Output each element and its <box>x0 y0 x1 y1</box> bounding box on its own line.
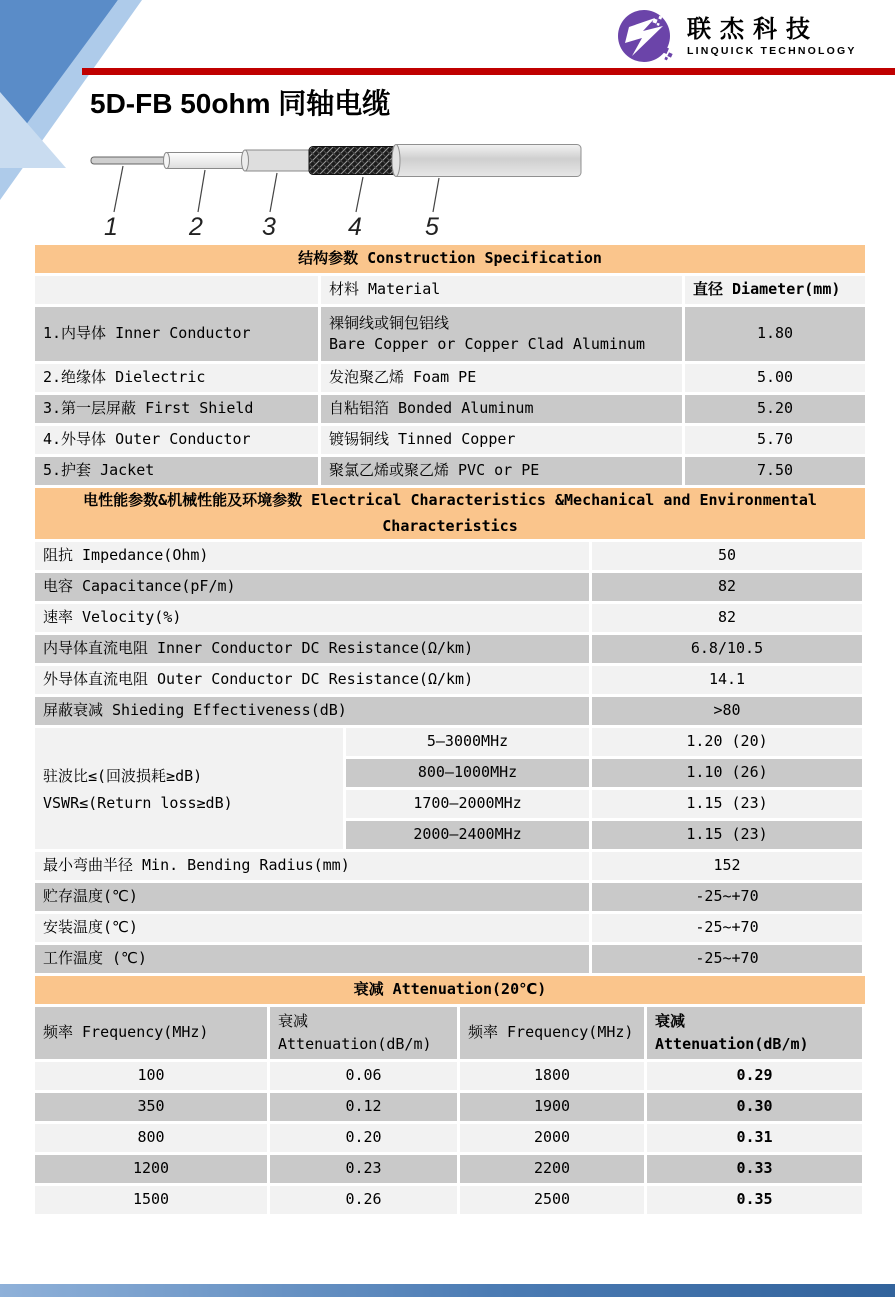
electrical-row-value: 82 <box>592 604 862 632</box>
attenuation-cell: 0.35 <box>647 1186 862 1214</box>
vswr-label-en: VSWR≤(Return loss≥dB) <box>43 794 233 812</box>
construction-row-material: 镀锡铜线 Tinned Copper <box>321 426 682 454</box>
construction-section-title: 结构参数 Construction Specification <box>298 249 602 268</box>
vswr-value: 1.20 (20) <box>592 728 862 756</box>
cable-layer-inner-conductor <box>91 157 173 164</box>
construction-row-name: 1.内导体 Inner Conductor <box>35 307 318 361</box>
electrical-row-label: 内导体直流电阻 Inner Conductor DC Resistance(Ω/km) <box>35 635 589 663</box>
attenuation-cell: 0.12 <box>270 1093 457 1121</box>
attenuation-header-cn: 衰减 <box>278 1012 309 1030</box>
layer-callout-line-1 <box>114 166 123 212</box>
attenuation-cell: 0.30 <box>647 1093 862 1121</box>
vswr-value: 1.10 (26) <box>592 759 862 787</box>
vswr-value: 1.15 (23) <box>592 821 862 849</box>
vswr-label <box>35 728 343 849</box>
attenuation-section-header <box>35 976 865 1004</box>
vswr-value: 1.15 (23) <box>592 790 862 818</box>
electrical-table <box>35 542 865 973</box>
construction-row-name: 5.护套 Jacket <box>35 457 318 485</box>
company-name-cn: 联杰科技 <box>687 16 819 43</box>
attenuation-header-attenuation <box>647 1007 862 1059</box>
header-red-rule <box>82 68 895 75</box>
cable-layer-outer-conductor <box>309 147 403 175</box>
attenuation-header-en: Attenuation(dB/m) <box>278 1034 432 1053</box>
electrical-row-value: 14.1 <box>592 666 862 694</box>
attenuation-section-title: 衰减 Attenuation(20℃) <box>353 980 547 999</box>
construction-row-name: 2.绝缘体 Dielectric <box>35 364 318 392</box>
construction-section-header <box>35 245 865 273</box>
attenuation-cell: 0.26 <box>270 1186 457 1214</box>
material-line1: 裸铜线或铜包铝线 <box>329 313 450 332</box>
layer-callout-line-3 <box>270 173 277 212</box>
layer-number-2: 2 <box>189 213 203 241</box>
construction-row-name: 3.第一层屏蔽 First Shield <box>35 395 318 423</box>
construction-row-material: 自粘铝箔 Bonded Aluminum <box>321 395 682 423</box>
electrical-row-value: -25~+70 <box>592 945 862 973</box>
attenuation-cell: 0.06 <box>270 1062 457 1090</box>
attenuation-header-frequency: 频率 Frequency(MHz) <box>35 1007 267 1059</box>
company-logo-icon <box>615 5 677 67</box>
electrical-row-value: 50 <box>592 542 862 570</box>
company-name-en: LINQUICK TECHNOLOGY <box>687 45 857 57</box>
attenuation-header-cn: 衰减 <box>655 1012 686 1030</box>
vswr-freq-range: 1700—2000MHz <box>346 790 589 818</box>
cable-layer-dielectric <box>165 153 250 169</box>
attenuation-cell: 0.33 <box>647 1155 862 1183</box>
construction-table <box>35 276 865 485</box>
layer-callout-line-2 <box>198 170 205 212</box>
attenuation-table <box>35 1007 865 1214</box>
footer-blue-bar <box>0 1284 895 1297</box>
attenuation-cell: 1500 <box>35 1186 267 1214</box>
vswr-freq-range: 800—1000MHz <box>346 759 589 787</box>
electrical-section-header <box>35 488 865 539</box>
layer-number-4: 4 <box>348 213 362 241</box>
construction-header-diameter: 直径 Diameter(mm) <box>685 276 865 304</box>
attenuation-cell: 350 <box>35 1093 267 1121</box>
construction-header-material: 材料 Material <box>321 276 682 304</box>
attenuation-cell: 1200 <box>35 1155 267 1183</box>
electrical-row-value: -25~+70 <box>592 914 862 942</box>
material-line2: Bare Copper or Copper Clad Aluminum <box>329 335 646 353</box>
construction-row-diameter: 5.00 <box>685 364 865 392</box>
attenuation-cell: 0.31 <box>647 1124 862 1152</box>
spec-tables <box>35 245 865 1217</box>
cable-structure-diagram <box>85 136 590 246</box>
cable-layer-jacket <box>393 145 581 177</box>
electrical-row-value: 152 <box>592 852 862 880</box>
electrical-row-label: 贮存温度(℃) <box>35 883 589 911</box>
construction-row-material <box>321 307 682 361</box>
attenuation-cell: 0.29 <box>647 1062 862 1090</box>
electrical-section-title-line1: 电性能参数&机械性能及环境参数 Electrical Characteristics &Mechanical and Environmental <box>83 491 817 509</box>
attenuation-cell: 100 <box>35 1062 267 1090</box>
electrical-section-title-line2: Characteristics <box>382 516 518 535</box>
layer-number-5: 5 <box>425 213 439 241</box>
electrical-row-label: 最小弯曲半径 Min. Bending Radius(mm) <box>35 852 589 880</box>
attenuation-cell: 1800 <box>460 1062 644 1090</box>
electrical-row-value: -25~+70 <box>592 883 862 911</box>
attenuation-cell: 2500 <box>460 1186 644 1214</box>
construction-row-diameter: 5.20 <box>685 395 865 423</box>
construction-row-diameter: 1.80 <box>685 307 865 361</box>
attenuation-cell: 1900 <box>460 1093 644 1121</box>
electrical-row-label: 屏蔽衰减 Shieding Effectiveness(dB) <box>35 697 589 725</box>
cable-layer-first-shield <box>243 150 317 171</box>
electrical-row-label: 安装温度(℃) <box>35 914 589 942</box>
construction-row-material: 聚氯乙烯或聚乙烯 PVC or PE <box>321 457 682 485</box>
construction-header-empty <box>35 276 318 304</box>
attenuation-header-en: Attenuation(dB/m) <box>655 1034 809 1053</box>
construction-row-name: 4.外导体 Outer Conductor <box>35 426 318 454</box>
electrical-row-value: 82 <box>592 573 862 601</box>
page-title: 5D-FB 50ohm 同轴电缆 <box>90 88 391 119</box>
vswr-freq-range: 5—3000MHz <box>346 728 589 756</box>
construction-row-diameter: 5.70 <box>685 426 865 454</box>
vswr-freq-range: 2000—2400MHz <box>346 821 589 849</box>
attenuation-cell: 2000 <box>460 1124 644 1152</box>
electrical-row-label: 工作温度 (℃) <box>35 945 589 973</box>
electrical-row-label: 电容 Capacitance(pF/m) <box>35 573 589 601</box>
layer-callout-line-5 <box>433 178 439 212</box>
electrical-row-label: 阻抗 Impedance(Ohm) <box>35 542 589 570</box>
layer-number-3: 3 <box>262 213 276 241</box>
construction-row-diameter: 7.50 <box>685 457 865 485</box>
electrical-row-value: 6.8/10.5 <box>592 635 862 663</box>
attenuation-cell: 800 <box>35 1124 267 1152</box>
electrical-row-label: 外导体直流电阻 Outer Conductor DC Resistance(Ω/km) <box>35 666 589 694</box>
construction-row-material: 发泡聚乙烯 Foam PE <box>321 364 682 392</box>
vswr-label-cn: 驻波比≤(回波损耗≥dB) <box>43 767 203 785</box>
company-logo <box>615 5 857 67</box>
layer-number-1: 1 <box>104 213 118 241</box>
electrical-row-value: >80 <box>592 697 862 725</box>
attenuation-cell: 2200 <box>460 1155 644 1183</box>
attenuation-header-frequency: 频率 Frequency(MHz) <box>460 1007 644 1059</box>
attenuation-header-attenuation <box>270 1007 457 1059</box>
layer-callout-line-4 <box>356 177 363 212</box>
attenuation-cell: 0.20 <box>270 1124 457 1152</box>
attenuation-cell: 0.23 <box>270 1155 457 1183</box>
company-name <box>687 15 857 57</box>
electrical-row-label: 速率 Velocity(%) <box>35 604 589 632</box>
